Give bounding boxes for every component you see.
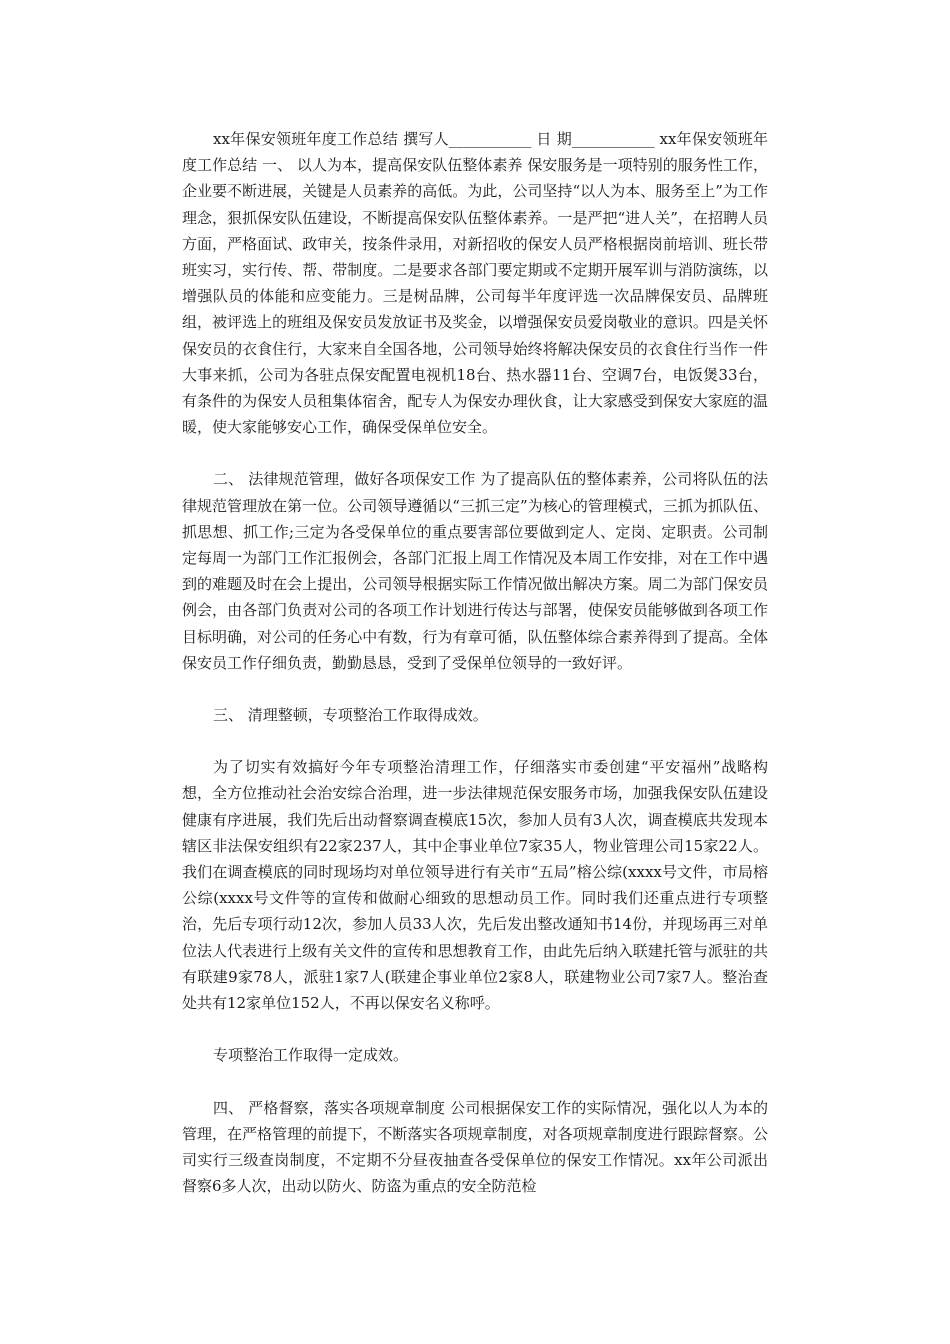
paragraph-section-4: 四、 严格督察，落实各项规章制度 公司根据保安工作的实际情况，强化以人为本的管理，在严格管理的前提下，不断落实各项规章制度，对各项规章制度进行跟踪督察。公司实行三级查岗制度，不定期不分昼夜抽查各受保单位的保安工作情况。xx年公司派出督察6多人次，出动以防火、防盗为重点的安全防范检	[182, 1098, 768, 1196]
paragraph-section-3-heading: 三、 清理整顿，专项整治工作取得成效。	[213, 706, 488, 725]
paragraph-section-2: 二、 法律规范管理，做好各项保安工作 为了提高队伍的整体素养，公司将队伍的法律规范管理放在第一位。公司领导遵循以“三抓三定”为核心的管理模式，三抓为抓队伍、抓思想、抓工作;三定为各受保单位的重点要害部位要做到定人、定岗、定职责。公司制定每周一为部门工作汇报例会，各部门汇报上周工作情况及本周工作安排，对在工作中遇到的难题及时在会上提出，公司领导根据实际工作情况做出解决方案。周二为部门保安员例会，由各部门负责对公司的各项工作计划进行传达与部署，使保安员能够做到各项工作目标明确，对公司的任务心中有数，行为有章可循，队伍整体综合素养得到了提高。全体保安员工作仔细负责，勤勤恳恳，受到了受保单位领导的一致好评。	[182, 470, 768, 672]
document-body	[182, 126, 768, 1225]
paragraph-section-3-result: 专项整治工作取得一定成效。	[213, 1046, 409, 1065]
paragraph-section-3-body: 为了切实有效搞好今年专项整治清理工作，仔细落实市委创建“平安福州”战略构想，全方位推动社会治安综合治理，进一步法律规范保安服务市场，加强我保安队伍建设健康有序进展，我们先后出动督察调查模底15次，参加人员有3人次，调查模底共发现本辖区非法保安组织有22家237人，其中企事业单位7家35人，物业管理公司15家22人。我们在调查模底的同时现场均对单位领导进行有关市“五局”榕公综(xxxx号文件，市局榕公综(xxxx号文件等的宣传和做耐心细致的思想动员工作。同时我们还重点进行专项整治，先后专项行动12次，参加人员33人次，先后发出整改通知书14份，并现场再三对单位法人代表进行上级有关文件的宣传和思想教育工作，由此先后纳入联建托管与派驻的共有联建9家78人，派驻1家7人(联建企事业单位2家8人，联建物业公司7家7人。整治查处共有12家单位152人，不再以保安名义称呼。	[182, 758, 768, 1013]
paragraph-section-1: xx年保安领班年度工作总结 撰写人___________ 日 期___________ xx年保安领班年度工作总结 一、 以人为本，提高保安队伍整体素养 保安服务是一项特别的服务性工作，企业要不断进展，关键是人员素养的高低。为此，公司坚持“以人为本、服务至上”为工作理念，狠抓保安队伍建设，不断提高保安队伍整体素养。一是严把“进人关”，在招聘人员方面，严格面试、政审关，按条件录用，对新招收的保安人员严格根据岗前培训、班长带班实习，实行传、帮、带制度。二是要求各部门要定期或不定期开展军训与消防演练，以增强队员的体能和应变能力。三是树品牌，公司每半年度评选一次品牌保安员、品牌班组，被评选上的班组及保安员发放证书及奖金，以增强保安员爱岗敬业的意识。四是关怀保安员的衣食住行，大家来自全国各地，公司领导始终将解决保安员的衣食住行当作一件大事来抓，公司为各驻点保安配置电视机18台、热水器11台、空调7台，电饭煲33台，有条件的为保安人员租集体宿舍，配专人为保安办理伙食，让大家感受到保安大家庭的温暖，使大家能够安心工作，确保受保单位安全。	[182, 130, 768, 437]
